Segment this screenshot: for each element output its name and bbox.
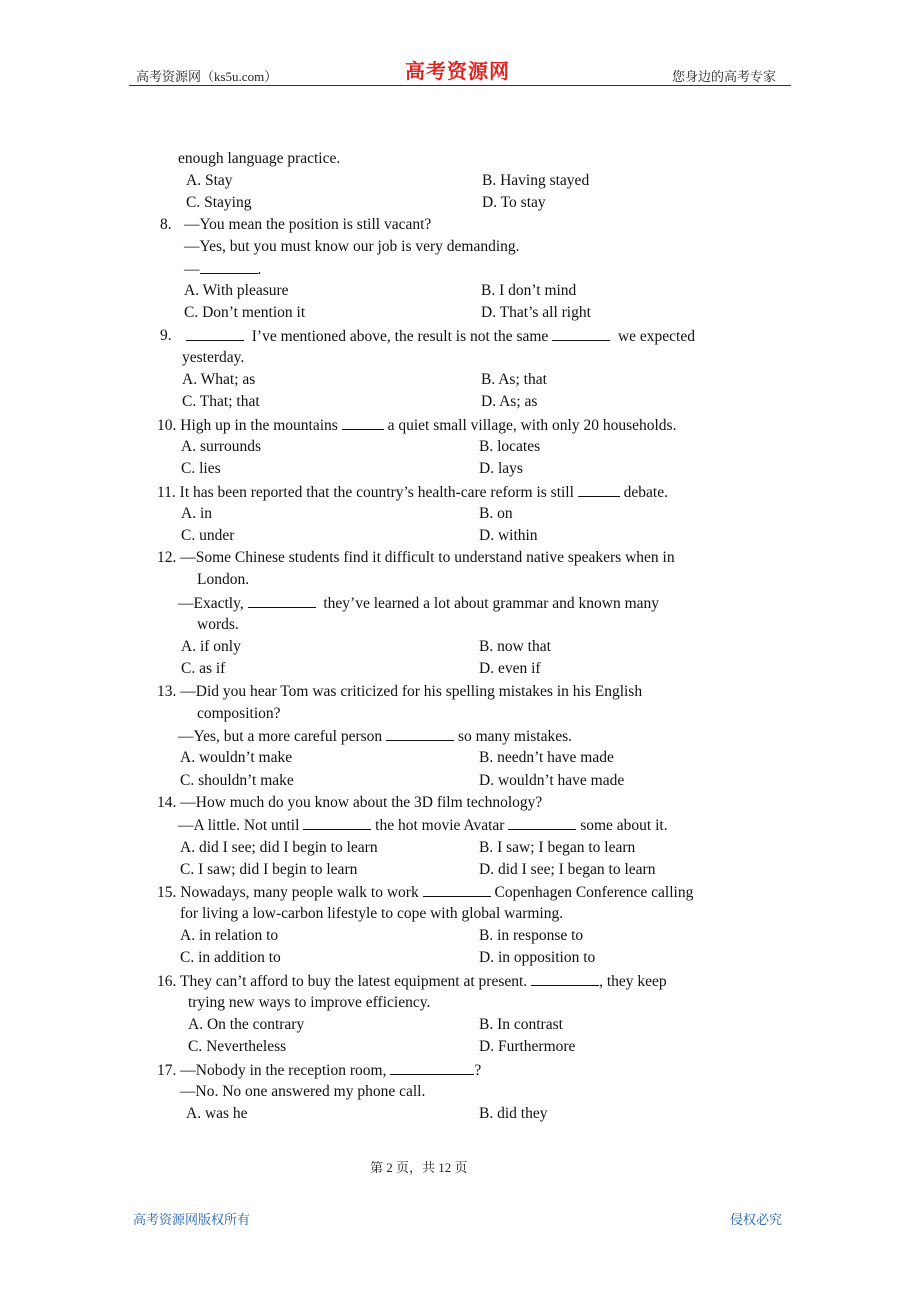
q9-option-a: A. What; as xyxy=(182,371,256,388)
q10-option-b: B. locates xyxy=(479,438,541,455)
q17-text-2: ? xyxy=(474,1062,482,1079)
q12-text-2: they’ve learned a lot about grammar and known many xyxy=(323,595,660,612)
q16-text-1: 16. They can’t afford to buy the latest equipment at present. xyxy=(157,973,528,990)
q14-option-c: C. I saw; did I begin to learn xyxy=(180,861,358,878)
answer-blank xyxy=(248,594,316,608)
answer-blank xyxy=(531,972,599,986)
header-source: 高考资源网（ks5u.com） xyxy=(136,69,278,84)
q17-option-b: B. did they xyxy=(479,1105,548,1122)
q16-line1 xyxy=(157,972,667,991)
q14-option-b: B. I saw; I began to learn xyxy=(479,839,636,856)
q16-option-a: A. On the contrary xyxy=(188,1016,305,1033)
answer-blank xyxy=(200,260,258,274)
q12-option-a: A. if only xyxy=(181,638,241,655)
q8-number: 8. xyxy=(160,216,172,233)
q10-option-d: D. lays xyxy=(479,460,523,477)
answer-blank xyxy=(386,727,454,741)
q8-dash: — xyxy=(184,261,200,278)
q16-option-b: B. In contrast xyxy=(479,1016,563,1033)
q11-option-d: D. within xyxy=(479,527,538,544)
q16-option-c: C. Nevertheless xyxy=(188,1038,287,1055)
q14-option-d: D. did I see; I began to learn xyxy=(479,861,656,878)
q11-option-c: C. under xyxy=(181,527,235,544)
q15-option-a: A. in relation to xyxy=(180,927,279,944)
q10-text-1: 10. High up in the mountains xyxy=(157,417,338,434)
q13-option-d: D. wouldn’t have made xyxy=(479,772,625,789)
q14-option-a: A. did I see; did I begin to learn xyxy=(180,839,378,856)
q13-text-1: —Yes, but a more careful person xyxy=(178,728,383,745)
q9-option-c: C. That; that xyxy=(182,393,260,410)
q10-text-2: a quiet small village, with only 20 households. xyxy=(387,417,677,434)
q15-text-1: 15. Nowadays, many people walk to work xyxy=(157,884,419,901)
q8-option-b: B. I don’t mind xyxy=(481,282,577,299)
q8-line1: —You mean the position is still vacant? xyxy=(184,216,432,233)
q12-line2: London. xyxy=(197,571,250,588)
q15-option-c: C. in addition to xyxy=(180,949,281,966)
q13-line3 xyxy=(178,727,572,746)
answer-blank xyxy=(423,883,491,897)
q10-line1 xyxy=(157,416,676,435)
q14-text-1: —A little. Not until xyxy=(178,817,300,834)
q16-option-d: D. Furthermore xyxy=(479,1038,576,1055)
answer-blank xyxy=(186,327,244,341)
q13-line1: 13. —Did you hear Tom was criticized for his spelling mistakes in his English xyxy=(157,683,643,700)
q13-option-a: A. wouldn’t make xyxy=(180,749,293,766)
q9-option-b: B. As; that xyxy=(481,371,547,388)
header-divider xyxy=(129,85,791,86)
answer-blank xyxy=(342,416,384,430)
q13-option-b: B. needn’t have made xyxy=(479,749,614,766)
footer-rights-notice: 侵权必究 xyxy=(730,1212,783,1227)
q12-line1: 12. —Some Chinese students find it difficult to understand native speakers when in xyxy=(157,549,675,566)
q12-option-b: B. now that xyxy=(479,638,551,655)
q15-option-b: B. in response to xyxy=(479,927,584,944)
header-logo-text: 高考资源网 xyxy=(405,61,510,83)
q14-text-3: some about it. xyxy=(580,817,668,834)
answer-blank xyxy=(390,1061,474,1075)
q9-option-d: D. As; as xyxy=(481,393,538,410)
q17-line2: —No. No one answered my phone call. xyxy=(180,1083,426,1100)
answer-blank xyxy=(303,816,371,830)
footer-copyright: 高考资源网版权所有 xyxy=(133,1212,251,1227)
header-slogan: 您身边的高考专家 xyxy=(672,69,777,84)
q9-number: 9. xyxy=(160,327,172,344)
q17-option-a: A. was he xyxy=(186,1105,248,1122)
q12-option-d: D. even if xyxy=(479,660,541,677)
q7-option-a: A. Stay xyxy=(186,172,233,189)
q11-text-2: debate. xyxy=(623,484,668,501)
q14-text-2: the hot movie Avatar xyxy=(375,817,505,834)
q11-text-1: 11. It has been reported that the country’s health-care reform is still xyxy=(157,484,574,501)
q17-text-1: 17. —Nobody in the reception room, xyxy=(157,1062,387,1079)
q10-option-a: A. surrounds xyxy=(181,438,262,455)
q9-text-2: we expected xyxy=(617,328,695,345)
answer-blank xyxy=(508,816,576,830)
q14-line2 xyxy=(178,816,668,835)
q11-option-a: A. in xyxy=(181,505,212,522)
q7-option-b: B. Having stayed xyxy=(482,172,590,189)
q15-line2: for living a low-carbon lifestyle to cope with global warming. xyxy=(180,905,564,922)
q12-option-c: C. as if xyxy=(181,660,226,677)
q12-line4: words. xyxy=(197,616,239,633)
q15-option-d: D. in opposition to xyxy=(479,949,596,966)
q13-line2: composition? xyxy=(197,705,281,722)
q11-line1 xyxy=(157,483,668,502)
q16-text-2: , they keep xyxy=(599,973,667,990)
q11-option-b: B. on xyxy=(479,505,513,522)
q10-option-c: C. lies xyxy=(181,460,221,477)
q12-line3 xyxy=(178,594,659,613)
q7-option-d: D. To stay xyxy=(482,194,546,211)
q14-line1: 14. —How much do you know about the 3D film technology? xyxy=(157,794,543,811)
q8-option-c: C. Don’t mention it xyxy=(184,304,306,321)
q8-line2: —Yes, but you must know our job is very demanding. xyxy=(184,238,520,255)
q9-line1 xyxy=(186,327,695,346)
q7-option-c: C. Staying xyxy=(186,194,252,211)
q17-line1 xyxy=(157,1061,481,1080)
q9-line2: yesterday. xyxy=(182,349,245,366)
q13-text-2: so many mistakes. xyxy=(457,728,573,745)
q16-line2: trying new ways to improve efficiency. xyxy=(188,994,431,1011)
answer-blank xyxy=(552,327,610,341)
q8-line3: — . xyxy=(184,261,262,278)
q12-text-1: —Exactly, xyxy=(178,595,244,612)
q7-text: enough language practice. xyxy=(178,150,341,167)
q9-text-1: I’ve mentioned above, the result is not the same xyxy=(251,328,549,345)
page-number: 第 2 页，共 12 页 xyxy=(370,1160,468,1175)
q15-line1 xyxy=(157,883,693,902)
q8-option-d: D. That’s all right xyxy=(481,304,591,321)
q8-option-a: A. With pleasure xyxy=(184,282,289,299)
q15-text-2: Copenhagen Conference calling xyxy=(494,884,694,901)
answer-blank xyxy=(578,483,620,497)
q13-option-c: C. shouldn’t make xyxy=(180,772,294,789)
